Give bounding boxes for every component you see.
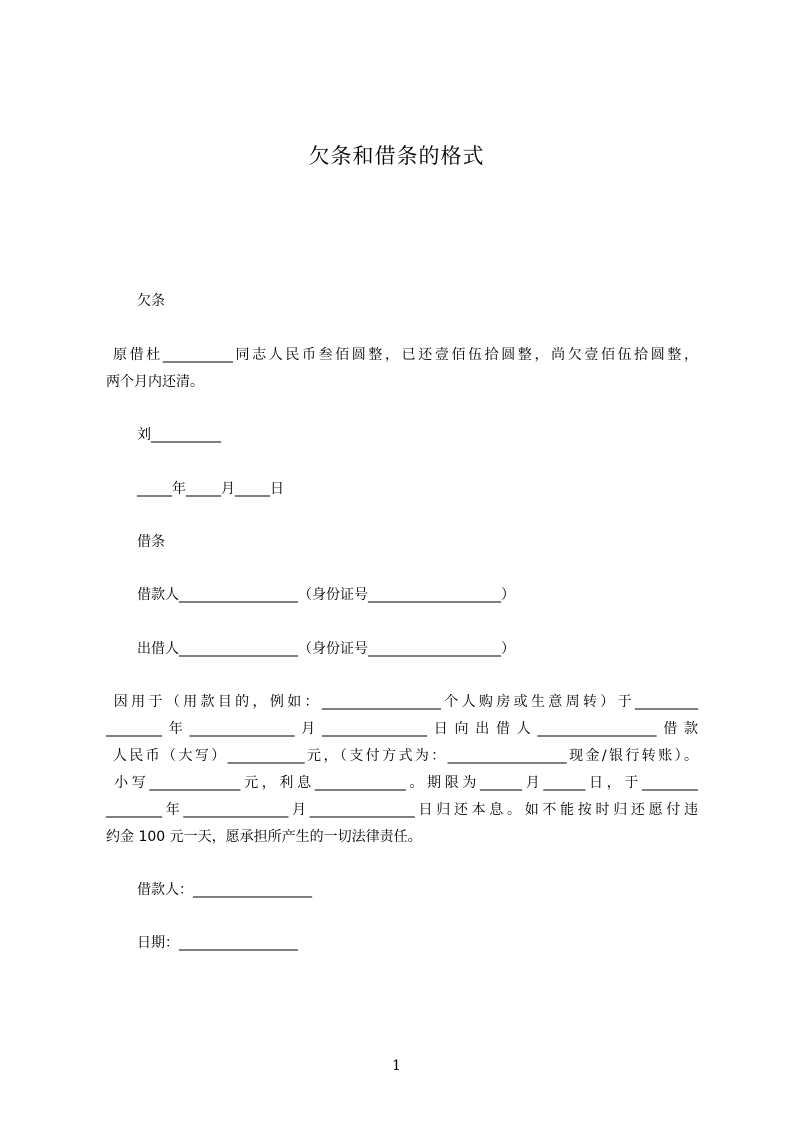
loan-para-line-4: 小写_____________元，利息_____________。期限为______月______日，于________ [106,775,698,791]
loan-para-line-5: ________年_______________月_______________日归还本息。如不能按时归还愿付违 [106,802,698,818]
page-number: 1 [392,1058,401,1074]
loan-borrower-line: 借款人_________________（身份证号___________________） [137,587,515,603]
iou-text-line-1: 原借杜__________同志人民币叁佰圆整，已还壹佰伍拾圆整，尚欠壹佰伍拾圆整， [106,347,698,363]
iou-text-line-2: 两个月内还清。 [106,374,204,390]
loan-para-line-2: ________年_______________月_______________日向出借人_________________借款 [106,721,698,737]
date-signature: 日期：_________________ [137,935,298,951]
iou-date: _____年_____月_____日 [137,481,284,497]
iou-signature: 刘__________ [137,427,221,443]
loan-lender-line: 出借人_________________（身份证号___________________） [137,641,515,657]
loan-heading: 借条 [137,534,165,550]
loan-para-line-1: 因用于（用款目的，例如：_________________个人购房或生意周转）于_________ [106,694,698,710]
loan-para-line-3: 人民币（大写）___________元，（支付方式为：_________________现金/银行转账）。 [106,748,698,764]
loan-para-line-6: 约金 100 元一天，愿承担所产生的一切法律责任。 [106,829,422,845]
borrower-signature: 借款人：_________________ [137,882,312,898]
page-title: 欠条和借条的格式 [308,144,485,168]
iou-heading: 欠条 [137,293,165,309]
